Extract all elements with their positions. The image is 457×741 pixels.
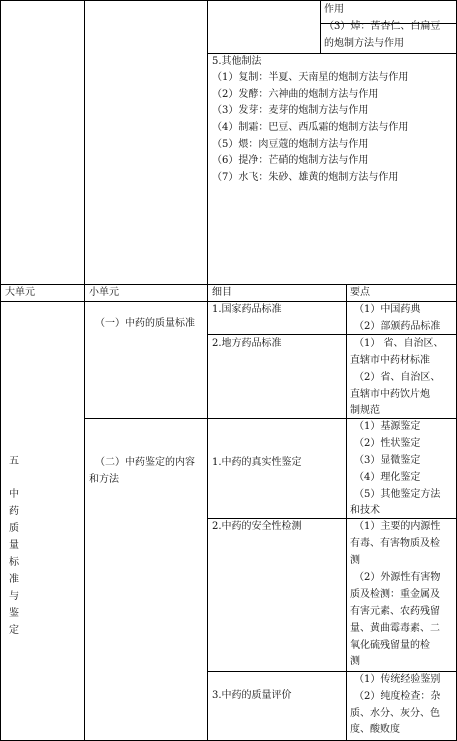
key-point: （2）省、自治区、	[354, 372, 441, 383]
key-point: （5）其他鉴定方法	[354, 489, 441, 500]
key-point: 质、水分、灰分、色	[350, 708, 440, 719]
unit-number: 五	[9, 456, 19, 467]
row-divider-other-methods	[207, 53, 457, 54]
key-point: 测	[350, 656, 360, 667]
col-divider-3	[346, 284, 347, 741]
list-item: （2）发酵：六神曲的炮制方法与作用	[212, 89, 379, 100]
unit-title-char: 准	[9, 574, 19, 585]
key-point: 直辖市中药材标准	[350, 355, 430, 366]
list-item: （4）制霜：巴豆、西瓜霜的炮制方法与作用	[212, 122, 409, 133]
key-point: 直辖市中药饮片炮	[350, 389, 430, 400]
sub-unit-quality-standard: （一）中药的质量标准	[95, 318, 195, 329]
col-divider-3-top	[320, 0, 321, 53]
other-methods-title: 5.其他制法	[212, 56, 262, 67]
unit-title-char: 量	[9, 540, 19, 551]
unit-title-char: 鉴	[9, 608, 19, 619]
unit-title-char: 质	[9, 523, 19, 534]
key-point: （2）部颁药品标准	[354, 321, 441, 332]
key-point: 制规范	[350, 405, 380, 416]
key-point: 氧化硫残留量的检	[350, 640, 430, 651]
list-item: （7）水飞：朱砂、雄黄的炮制方法与作用	[212, 172, 399, 183]
row-divider-sub	[84, 418, 457, 419]
header-bottom-line	[0, 301, 457, 302]
sub-unit-identification: 和方法	[89, 474, 119, 485]
key-point: （1） 省、自治区、	[354, 338, 444, 349]
key-point: 度、酸败度	[350, 724, 400, 735]
key-point: （1）基源鉴定	[354, 421, 421, 432]
key-point: 量、黄曲霉毒素、二	[350, 623, 440, 634]
key-point: 有害元素、农药残留	[350, 606, 440, 617]
detail-item: 1.中药的真实性鉴定	[212, 457, 302, 468]
row-divider-1	[207, 334, 457, 335]
detail-item: 1.国家药品标准	[212, 304, 282, 315]
key-point: 有毒、有害物质及检	[350, 538, 440, 549]
key-point: （1）主要的内源性	[354, 521, 441, 532]
row-divider-3	[207, 518, 457, 519]
col-divider-2	[207, 0, 208, 741]
unit-title-char: 与	[9, 591, 19, 602]
unit-title-char: 标	[9, 557, 19, 568]
key-point: （4）理化鉴定	[354, 472, 421, 483]
header-minor-unit: 小单元	[89, 287, 119, 298]
key-point: 和技术	[350, 505, 380, 516]
header-key-points: 要点	[350, 287, 370, 298]
unit-title-char: 中	[9, 489, 19, 500]
key-point: （1）传统经验鉴别	[354, 674, 441, 685]
header-major-unit: 大单元	[5, 287, 35, 298]
row-divider-4	[207, 671, 457, 672]
top-cell-line: 的炮制方法与作用	[324, 38, 404, 49]
header-detail: 细目	[212, 287, 232, 298]
key-point: （2）外源性有害物	[354, 572, 441, 583]
list-item: （3）发芽：麦芽的炮制方法与作用	[212, 105, 369, 116]
list-item: （6）提净：芒硝的炮制方法与作用	[212, 155, 369, 166]
key-point: （1）中国药典	[354, 304, 421, 315]
sub-unit-identification: （二）中药鉴定的内容	[95, 457, 195, 468]
key-point: 测	[350, 555, 360, 566]
table-top-border	[0, 0, 457, 1]
key-point: 质及检测：重金属及	[350, 589, 440, 600]
list-item: （1）复制：半夏、天南星的炮制方法与作用	[212, 72, 409, 83]
key-point: （2）纯度检查：杂	[354, 691, 441, 702]
top-cell-line: （3）焯：苦杏仁、白扁豆	[324, 21, 441, 32]
detail-item: 2.中药的安全性检测	[212, 521, 302, 532]
key-point: （3）显微鉴定	[354, 455, 421, 466]
col-divider-1	[84, 0, 85, 741]
header-top-line	[0, 284, 457, 285]
unit-title-char: 定	[9, 625, 19, 636]
detail-item: 3.中药的质量评价	[212, 690, 292, 701]
col-border-left	[0, 0, 1, 741]
key-point: （2）性状鉴定	[354, 438, 421, 449]
top-cell-text: 作用	[324, 4, 344, 15]
list-item: （5）煨：肉豆蔻的炮制方法与作用	[212, 139, 369, 150]
detail-item: 2.地方药品标准	[212, 338, 282, 349]
unit-title-char: 药	[9, 506, 19, 517]
